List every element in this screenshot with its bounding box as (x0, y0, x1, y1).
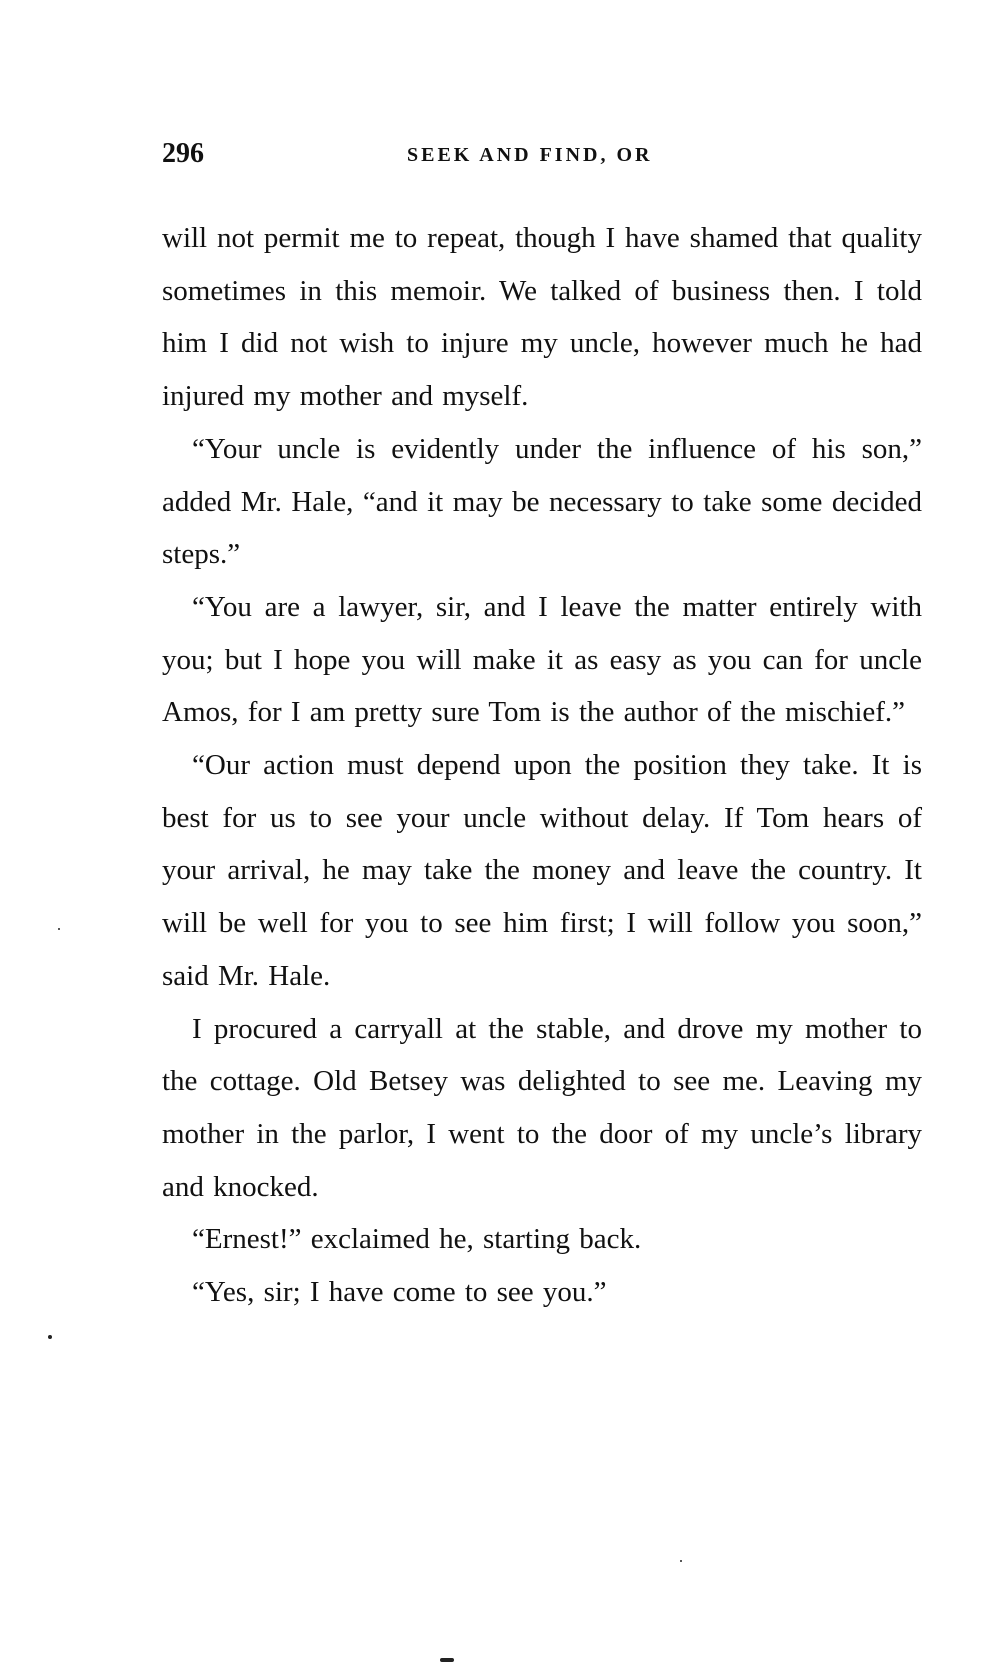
scan-speck (48, 1335, 52, 1339)
paragraph-dialogue-hale: “Your uncle is evidently under the influence of his son,” added Mr. Hale, “and it may be necessary to take some decided steps.” (162, 432, 922, 571)
scan-speck (58, 928, 60, 930)
scan-speck (680, 1560, 682, 1562)
paragraph-dialogue-ernest: “Ernest!” exclaimed he, starting back. (192, 1223, 642, 1256)
paragraph-continuation: will not permit me to repeat, though I have shamed that quality sometimes in this memoir. We talked of business then. I told him I did not wish to injure my uncle, however much he had injured my mother and myself. (162, 222, 922, 413)
paragraph-dialogue-lawyer: “You are a lawyer, sir, and I leave the matter entirely with you; but I hope you will make it as easy as you can for uncle Amos, for I am pretty sure Tom is the author of the mischief.” (162, 590, 922, 729)
paragraph-dialogue-action: “Our action must depend upon the position they take. It is best for us to see your uncle without delay. If Tom hears of your arrival, he may take the money and leave the country. It will be well for you to see him first; I will follow you soon,” said Mr. Hale. (162, 749, 922, 992)
scan-speck (440, 1658, 454, 1662)
body-text (162, 212, 922, 1319)
running-title: SEEK AND FIND, OR (407, 144, 653, 166)
paragraph-dialogue-yes-sir: “Yes, sir; I have come to see you.” (192, 1276, 607, 1309)
paragraph-narration-carryall: I procured a carryall at the stable, and drove my mother to the cottage. Old Betsey was delighted to see me. Leaving my mother in the parlor, I went to the door of my uncle’s library and knocked. (162, 1012, 922, 1203)
running-head (162, 138, 922, 178)
page-number: 296 (162, 138, 204, 169)
